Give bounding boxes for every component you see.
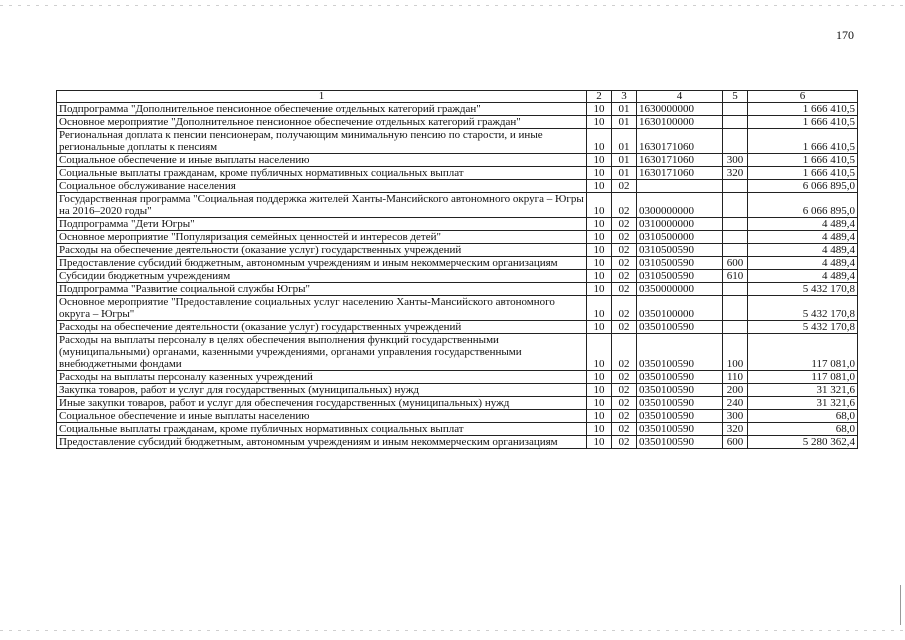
cell-target-code: 0310500590 xyxy=(637,257,723,270)
cell-expense-type xyxy=(723,244,748,257)
page-number: 170 xyxy=(836,28,854,42)
cell-name: Предоставление субсидий бюджетным, автономным учреждениям и иным некоммерческим организациям xyxy=(57,257,587,270)
cell-target-code: 0310500590 xyxy=(637,270,723,283)
cell-section: 10 xyxy=(587,321,612,334)
cell-name: Основное мероприятие "Популяризация семейных ценностей и интересов детей" xyxy=(57,231,587,244)
cell-section: 10 xyxy=(587,270,612,283)
cell-name: Расходы на выплаты персоналу казенных учреждений xyxy=(57,371,587,384)
cell-expense-type xyxy=(723,218,748,231)
scan-artifact-top xyxy=(0,5,905,6)
cell-name: Иные закупки товаров, работ и услуг для обеспечения государственных (муниципальных) нужд xyxy=(57,397,587,410)
cell-target-code: 0350100590 xyxy=(637,384,723,397)
cell-section: 10 xyxy=(587,371,612,384)
cell-subsection: 02 xyxy=(612,423,637,436)
cell-subsection: 02 xyxy=(612,334,637,371)
cell-name: Региональная доплата к пенсии пенсионерам, получающим минимальную пенсию по старости, и иные региональные доплаты к пенсиям xyxy=(57,129,587,154)
cell-name: Закупка товаров, работ и услуг для государственных (муниципальных) нужд xyxy=(57,384,587,397)
table-row xyxy=(57,218,858,231)
cell-section: 10 xyxy=(587,384,612,397)
cell-expense-type xyxy=(723,103,748,116)
cell-target-code: 0350100590 xyxy=(637,334,723,371)
cell-section: 10 xyxy=(587,231,612,244)
cell-expense-type: 600 xyxy=(723,257,748,270)
cell-section: 10 xyxy=(587,410,612,423)
cell-target-code: 0310000000 xyxy=(637,218,723,231)
cell-target-code: 1630171060 xyxy=(637,129,723,154)
budget-table xyxy=(56,90,858,449)
table-row xyxy=(57,397,858,410)
cell-amount: 4 489,4 xyxy=(748,231,858,244)
cell-target-code: 1630100000 xyxy=(637,116,723,129)
cell-target-code: 0350000000 xyxy=(637,283,723,296)
cell-subsection: 02 xyxy=(612,231,637,244)
table-row xyxy=(57,244,858,257)
cell-name: Социальное обеспечение и иные выплаты населению xyxy=(57,154,587,167)
cell-section: 10 xyxy=(587,103,612,116)
cell-subsection: 02 xyxy=(612,397,637,410)
cell-name: Основное мероприятие "Предоставление социальных услуг населению Ханты-Мансийского автономного округа – Югры" xyxy=(57,296,587,321)
scan-edge-artifact xyxy=(900,585,901,625)
table-row xyxy=(57,334,858,371)
cell-target-code: 0350100590 xyxy=(637,410,723,423)
cell-amount: 68,0 xyxy=(748,423,858,436)
cell-section: 10 xyxy=(587,116,612,129)
cell-amount: 1 666 410,5 xyxy=(748,154,858,167)
table-row xyxy=(57,321,858,334)
cell-name: Расходы на выплаты персоналу в целях обеспечения выполнения функций государственными (муниципальными) органами, казенными учреждениями, органами управления государственными внебюджетными фондами xyxy=(57,334,587,371)
cell-amount: 5 432 170,8 xyxy=(748,296,858,321)
table-row xyxy=(57,384,858,397)
scan-artifact-bottom xyxy=(0,630,905,631)
table-row xyxy=(57,193,858,218)
cell-name: Социальные выплаты гражданам, кроме публичных нормативных социальных выплат xyxy=(57,167,587,180)
cell-section: 10 xyxy=(587,193,612,218)
cell-expense-type: 110 xyxy=(723,371,748,384)
cell-target-code: 1630000000 xyxy=(637,103,723,116)
cell-target-code: 0300000000 xyxy=(637,193,723,218)
cell-subsection: 02 xyxy=(612,218,637,231)
cell-expense-type xyxy=(723,129,748,154)
cell-subsection: 01 xyxy=(612,116,637,129)
cell-amount: 4 489,4 xyxy=(748,218,858,231)
table-row xyxy=(57,270,858,283)
header-col-6: 6 xyxy=(748,91,858,103)
cell-subsection: 02 xyxy=(612,321,637,334)
cell-target-code: 0310500590 xyxy=(637,244,723,257)
cell-section: 10 xyxy=(587,244,612,257)
cell-section: 10 xyxy=(587,154,612,167)
header-col-3: 3 xyxy=(612,91,637,103)
cell-section: 10 xyxy=(587,129,612,154)
cell-subsection: 02 xyxy=(612,283,637,296)
cell-section: 10 xyxy=(587,167,612,180)
cell-name: Социальное обслуживание населения xyxy=(57,180,587,193)
cell-section: 10 xyxy=(587,218,612,231)
cell-amount: 117 081,0 xyxy=(748,334,858,371)
header-col-2: 2 xyxy=(587,91,612,103)
cell-expense-type xyxy=(723,116,748,129)
cell-section: 10 xyxy=(587,257,612,270)
cell-amount: 1 666 410,5 xyxy=(748,129,858,154)
cell-amount: 6 066 895,0 xyxy=(748,193,858,218)
header-col-5: 5 xyxy=(723,91,748,103)
cell-amount: 1 666 410,5 xyxy=(748,167,858,180)
cell-expense-type: 100 xyxy=(723,334,748,371)
cell-target-code: 0350100590 xyxy=(637,397,723,410)
cell-subsection: 01 xyxy=(612,103,637,116)
cell-amount: 5 432 170,8 xyxy=(748,321,858,334)
cell-expense-type xyxy=(723,296,748,321)
cell-target-code: 1630171060 xyxy=(637,167,723,180)
cell-subsection: 02 xyxy=(612,193,637,218)
table-row xyxy=(57,231,858,244)
table-row xyxy=(57,371,858,384)
cell-section: 10 xyxy=(587,397,612,410)
cell-amount: 6 066 895,0 xyxy=(748,180,858,193)
cell-expense-type: 300 xyxy=(723,410,748,423)
cell-section: 10 xyxy=(587,296,612,321)
header-col-1: 1 xyxy=(57,91,587,103)
cell-amount: 4 489,4 xyxy=(748,244,858,257)
cell-name: Подпрограмма "Развитие социальной службы Югры" xyxy=(57,283,587,296)
cell-expense-type: 320 xyxy=(723,423,748,436)
cell-target-code: 1630171060 xyxy=(637,154,723,167)
cell-expense-type: 600 xyxy=(723,436,748,449)
table-row xyxy=(57,436,858,449)
cell-target-code: 0350100590 xyxy=(637,436,723,449)
table-row xyxy=(57,283,858,296)
cell-amount: 4 489,4 xyxy=(748,270,858,283)
table-row xyxy=(57,296,858,321)
table-row xyxy=(57,410,858,423)
table-row xyxy=(57,129,858,154)
cell-expense-type xyxy=(723,283,748,296)
cell-name: Социальное обеспечение и иные выплаты населению xyxy=(57,410,587,423)
table-body xyxy=(57,103,858,449)
cell-amount: 31 321,6 xyxy=(748,397,858,410)
cell-expense-type: 300 xyxy=(723,154,748,167)
cell-target-code: 0350100590 xyxy=(637,321,723,334)
cell-subsection: 01 xyxy=(612,167,637,180)
cell-expense-type xyxy=(723,321,748,334)
table-row xyxy=(57,116,858,129)
cell-subsection: 02 xyxy=(612,244,637,257)
cell-target-code: 0350100000 xyxy=(637,296,723,321)
cell-section: 10 xyxy=(587,283,612,296)
cell-subsection: 02 xyxy=(612,410,637,423)
cell-subsection: 01 xyxy=(612,154,637,167)
cell-amount: 1 666 410,5 xyxy=(748,103,858,116)
cell-name: Расходы на обеспечение деятельности (оказание услуг) государственных учреждений xyxy=(57,321,587,334)
cell-subsection: 02 xyxy=(612,436,637,449)
cell-subsection: 02 xyxy=(612,180,637,193)
table-header-row xyxy=(57,91,858,103)
cell-amount: 68,0 xyxy=(748,410,858,423)
cell-target-code: 0350100590 xyxy=(637,371,723,384)
table-row xyxy=(57,167,858,180)
cell-expense-type: 610 xyxy=(723,270,748,283)
table-row xyxy=(57,180,858,193)
cell-target-code: 0310500000 xyxy=(637,231,723,244)
cell-name: Государственная программа "Социальная поддержка жителей Ханты-Мансийского автономного округа – Югры на 2016–2020 годы" xyxy=(57,193,587,218)
cell-amount: 5 280 362,4 xyxy=(748,436,858,449)
cell-subsection: 02 xyxy=(612,384,637,397)
cell-amount: 31 321,6 xyxy=(748,384,858,397)
cell-expense-type xyxy=(723,231,748,244)
cell-name: Социальные выплаты гражданам, кроме публичных нормативных социальных выплат xyxy=(57,423,587,436)
cell-target-code xyxy=(637,180,723,193)
cell-subsection: 02 xyxy=(612,257,637,270)
cell-name: Предоставление субсидий бюджетным, автономным учреждениям и иным некоммерческим организациям xyxy=(57,436,587,449)
cell-name: Расходы на обеспечение деятельности (оказание услуг) государственных учреждений xyxy=(57,244,587,257)
cell-name: Основное мероприятие "Дополнительное пенсионное обеспечение отдельных категорий граждан" xyxy=(57,116,587,129)
cell-section: 10 xyxy=(587,436,612,449)
cell-subsection: 02 xyxy=(612,270,637,283)
cell-amount: 5 432 170,8 xyxy=(748,283,858,296)
header-col-4: 4 xyxy=(637,91,723,103)
cell-section: 10 xyxy=(587,423,612,436)
cell-subsection: 02 xyxy=(612,371,637,384)
cell-name: Подпрограмма "Дети Югры" xyxy=(57,218,587,231)
cell-expense-type: 200 xyxy=(723,384,748,397)
table-row xyxy=(57,423,858,436)
cell-amount: 4 489,4 xyxy=(748,257,858,270)
cell-name: Субсидии бюджетным учреждениям xyxy=(57,270,587,283)
table-row xyxy=(57,154,858,167)
cell-expense-type xyxy=(723,180,748,193)
cell-expense-type xyxy=(723,193,748,218)
cell-section: 10 xyxy=(587,334,612,371)
cell-amount: 1 666 410,5 xyxy=(748,116,858,129)
cell-expense-type: 320 xyxy=(723,167,748,180)
table-row xyxy=(57,257,858,270)
cell-section: 10 xyxy=(587,180,612,193)
cell-expense-type: 240 xyxy=(723,397,748,410)
cell-target-code: 0350100590 xyxy=(637,423,723,436)
cell-name: Подпрограмма "Дополнительное пенсионное обеспечение отдельных категорий граждан" xyxy=(57,103,587,116)
cell-subsection: 02 xyxy=(612,296,637,321)
cell-subsection: 01 xyxy=(612,129,637,154)
cell-amount: 117 081,0 xyxy=(748,371,858,384)
table-row xyxy=(57,103,858,116)
